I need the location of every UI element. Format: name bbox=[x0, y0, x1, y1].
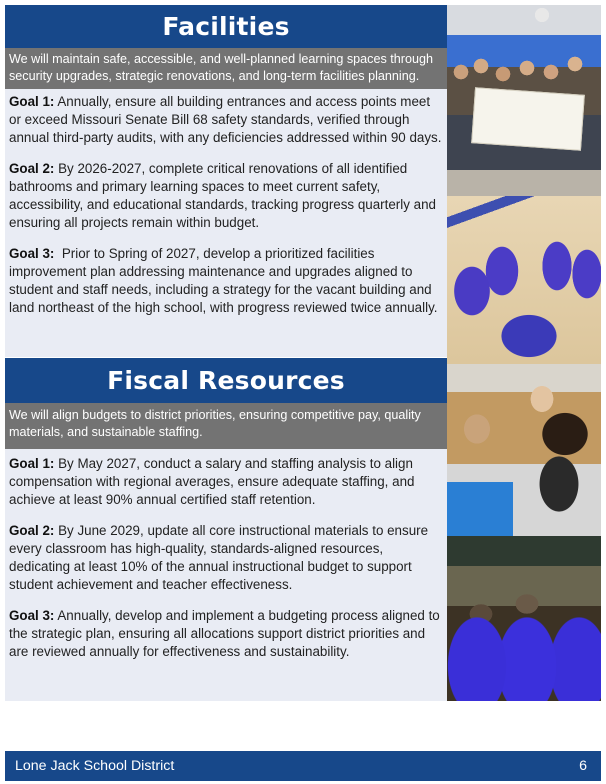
goal-text: Annually, develop and implement a budgeting process aligned to the strategic plan, ensuring all allocations support district priorities and are reviewed annually for effectiveness and sustainability. bbox=[9, 608, 440, 659]
page-number: 6 bbox=[579, 758, 587, 774]
page-footer bbox=[5, 751, 601, 781]
facilities-goal-1 bbox=[9, 93, 442, 147]
fiscal-goal-1 bbox=[9, 455, 442, 509]
photo-column bbox=[447, 5, 601, 701]
goal-label: Goal 1: bbox=[9, 94, 55, 109]
photo-graduation-caps bbox=[447, 536, 601, 701]
presentation-check bbox=[471, 87, 585, 151]
fiscal-mission-statement: We will align budgets to district priorities, ensuring competitive pay, quality materials, and sustainable staffing. bbox=[5, 403, 447, 449]
photo-volleyball-team-huddle bbox=[447, 196, 601, 364]
goal-label: Goal 1: bbox=[9, 456, 55, 471]
goal-label: Goal 2: bbox=[9, 161, 55, 176]
goal-text: Prior to Spring of 2027, develop a prioritized facilities improvement plan addressing maintenance and upgrades aligned to student and staff needs, including a strategy for the vacant building and land northeast of the high school, with progress reviewed twice annually. bbox=[9, 246, 438, 315]
facilities-goal-2 bbox=[9, 160, 442, 232]
facilities-goal-3 bbox=[9, 245, 442, 317]
fiscal-resources-heading: Fiscal Resources bbox=[5, 358, 447, 403]
facilities-goals bbox=[5, 89, 447, 357]
photo-students-check-presentation bbox=[447, 5, 601, 196]
goal-label: Goal 3: bbox=[9, 608, 55, 623]
facilities-heading: Facilities bbox=[5, 5, 447, 48]
fiscal-goal-3 bbox=[9, 607, 442, 661]
goal-text: By May 2027, conduct a salary and staffing analysis to align compensation with regional averages, ensure adequate staffing, and achieve at least 90% annual certified staff retention. bbox=[9, 456, 415, 507]
water-table bbox=[447, 482, 513, 536]
photo-preschool-water-play bbox=[447, 364, 601, 536]
students-group bbox=[447, 50, 601, 95]
district-name: Lone Jack School District bbox=[15, 758, 175, 774]
fiscal-goals bbox=[5, 449, 447, 701]
facilities-mission-statement: We will maintain safe, accessible, and well-planned learning spaces through security upgrades, strategic renovations, and long-term facilities planning. bbox=[5, 48, 447, 89]
content-column bbox=[5, 5, 447, 701]
goal-text: By 2026-2027, complete critical renovations of all identified bathrooms and primary learning spaces to meet current safety, accessibility, and educational standards, tracking progress quarterly and ensuring all projects remain within budget. bbox=[9, 161, 436, 230]
goal-label: Goal 3: bbox=[9, 246, 55, 261]
goal-label: Goal 2: bbox=[9, 523, 55, 538]
goal-text: Annually, ensure all building entrances and access points meet or exceed Missouri Senate Bill 68 safety standards, verified through annual third-party audits, with any deficiencies addressed within 90 days. bbox=[9, 94, 442, 145]
goal-text: By June 2029, update all core instructional materials to ensure every classroom has high-quality, standards-aligned resources, dedicating at least 10% of the annual instructional budget to support student achievement and teacher effectiveness. bbox=[9, 523, 429, 592]
fiscal-goal-2 bbox=[9, 522, 442, 594]
